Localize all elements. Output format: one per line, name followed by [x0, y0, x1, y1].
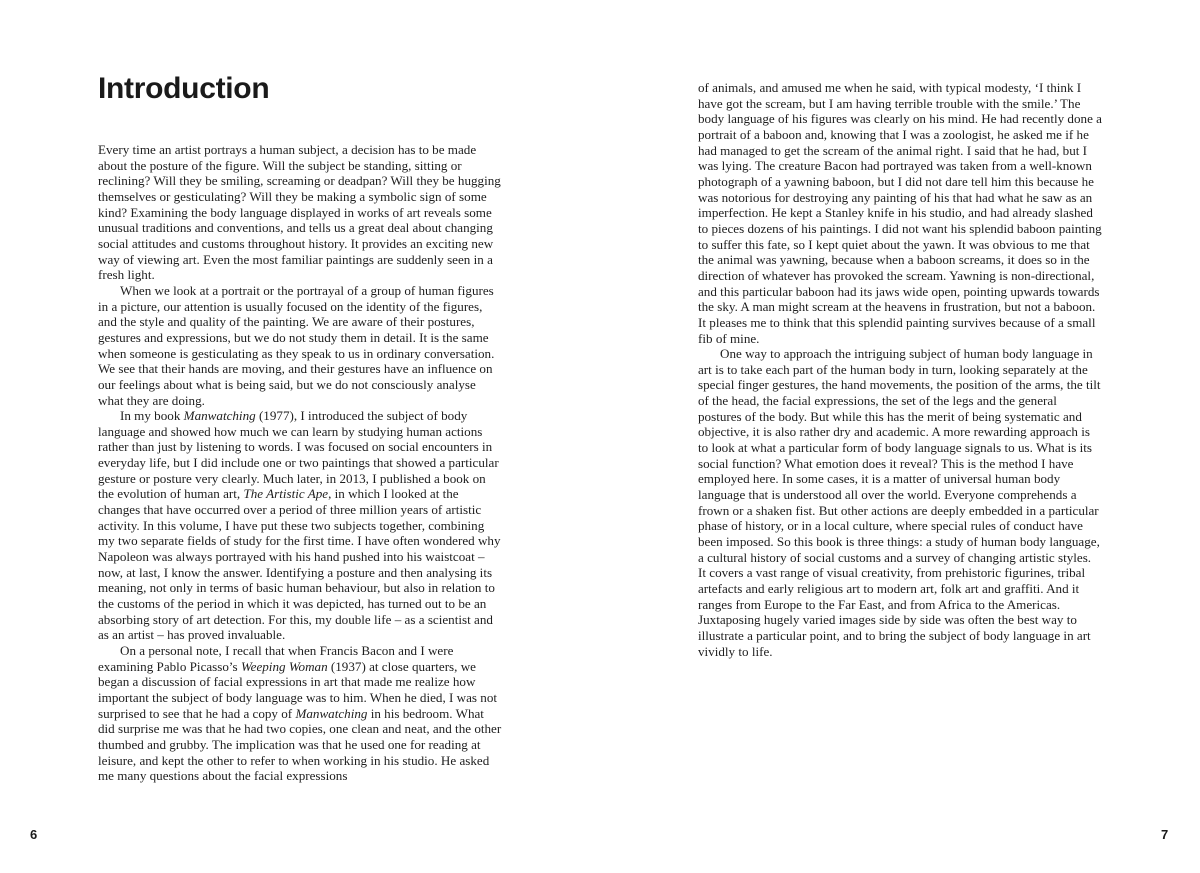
right-page-text-column: [698, 80, 1102, 659]
paragraph: [98, 408, 502, 643]
paragraph: [98, 643, 502, 784]
paragraph-text: (1977), I introduced the subject of body language and showed how much we can learn by studying human actions rather than just by listening to words. I was focused on social encounters in everyday life, but I did include one or two paintings that showed a particular gesture or posture very clearly. Much later, in 2013, I published a book on the evolution of human art,: [98, 408, 499, 502]
left-page-text-column: [98, 142, 502, 784]
paragraph-text: On a personal note, I recall that when Francis Bacon and I were examining Pablo Picasso’s: [98, 643, 454, 674]
page-number-left: 6: [30, 827, 38, 842]
paragraph: One way to approach the intriguing subject of human body language in art is to take each part of the human body in turn, looking separately at the special finger gestures, the hand movements, the position of the arms, the tilt of the head, the facial expressions, the set of the legs and the general postures of the body. But while this has the merit of being systematic and objective, it is also rather dry and academic. A more rewarding approach is to look at what a particular form of body language signals to us. What is its social function? What emotion does it reveal? This is the method I have employed here. In some cases, it is a matter of universal human body language that is understood all over the world. Everyone comprehends a frown or a shaken fist. But other actions are deeply embedded in a particular phase of history, or in a local culture, where special rules of conduct have been imposed. So this book is three things: a study of human body language, a cultural history of social customs and a survey of changing artistic styles. It covers a vast range of visual creativity, from prehistoric figurines, tribal artefacts and early religious art to modern art, folk art and graffiti. And it ranges from Europe to the Far East, and from Africa to the Americas. Juxtaposing hugely varied images side by side was often the best way to illustrate a particular point, and to bring the subject of body language in art vividly to life.: [698, 346, 1101, 659]
page-number-right: 7: [1161, 827, 1169, 842]
book-title-italic: Manwatching: [183, 408, 256, 424]
book-title-italic: The Artistic Ape: [243, 486, 329, 502]
paragraph-text: in his bedroom. What did surprise me was that he had two copies, one clean and neat, and the other thumbed and grubby. The implication was that he used one for reading at leisure, and kept the other to refer to when working in his studio. He asked me many questions about the facial expressions: [98, 705, 502, 784]
paragraph-text: In my book: [120, 408, 184, 424]
paragraph-text: (1937) at close quarters, we began a discussion of facial expressions in art that made me realize how important the subject of body language was to him. When he died, I was not surprised to see that he had a copy of: [98, 658, 498, 721]
page-title: Introduction: [98, 72, 270, 105]
artwork-title-italic: Weeping Woman: [240, 658, 328, 674]
paragraph-text: , in which I looked at the changes that have occurred over a period of three million years of artistic activity. In this volume, I have put these two subjects together, combining my two separate fields of study for the first time. I have often wondered why Napoleon was always portrayed with his hand pushed into his waistcoat – now, at last, I know the answer. Identifying a posture and then analysing its meaning, not only in terms of basic human behaviour, but also in relation to the customs of the period in which it was depicted, has turned out to be an absorbing story of art detection. For this, my double life – as a scientist and as an artist – has proved invaluable.: [98, 486, 501, 643]
paragraph: of animals, and amused me when he said, with typical modesty, ‘I think I have got the scream, but I am having terrible trouble with the smile.’ The body language of his figures was clearly on his mind. He had recently done a portrait of a baboon and, knowing that I was a zoologist, he asked me if he had managed to get the scream of the animal right. I said that he had, but I was lying. The creature Bacon had portrayed was taken from a well-known photograph of a yawning baboon, but I did not dare tell him this because he was notorious for destroying any painting of his that had what he saw as an imperfection. He kept a Stanley knife in his studio, and had already slashed to pieces dozens of his paintings. I did not want his splendid baboon painting to suffer this fate, so I kept quiet about the yawn. It was obvious to me that the animal was yawning, because when a baboon screams, it does so in the direction of whatever has provoked the scream. Yawning is non-directional, and this particular baboon had its jaws wide open, pointing upwards towards the sky. A man might scream at the heavens in frustration, but not a baboon. It pleases me to think that this splendid painting survives because of a small fib of mine.: [698, 80, 1102, 346]
book-title-italic: Manwatching: [295, 705, 368, 721]
paragraph: Every time an artist portrays a human subject, a decision has to be made about the posture of the figure. Will the subject be standing, sitting or reclining? Will they be smiling, screaming or deadpan? Will they be hugging themselves or gesticulating? Will they be making a symbolic sign of some kind? Examining the body language displayed in works of art reveals some unusual traditions and conventions, and tells us a great deal about changing social attitudes and customs throughout history. It provides an exciting new way of viewing art. Even the most familiar paintings are suddenly seen in a fresh light.: [98, 142, 501, 283]
paragraph: When we look at a portrait or the portrayal of a group of human figures in a picture, our attention is usually focused on the identity of the figures, and the style and quality of the painting. We are aware of their postures, gestures and expressions, but we do not study them in detail. It is the same when someone is gesticulating as they speak to us in ordinary conversation. We see that their hands are moving, and their gestures have an influence on our feelings about what is being said, but we do not consciously analyse what they are doing.: [98, 282, 495, 408]
